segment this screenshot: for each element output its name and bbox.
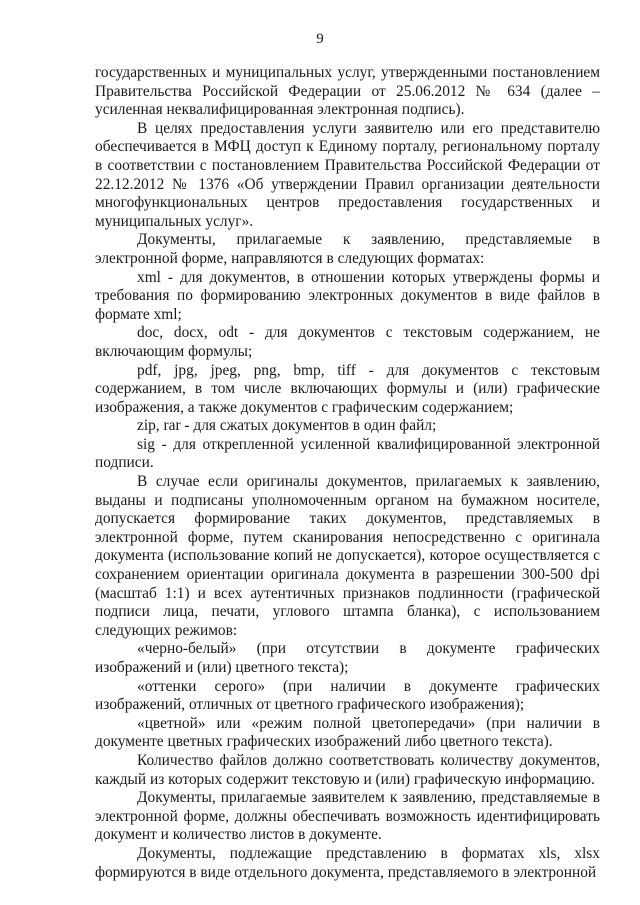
page-number: 9 [316, 31, 324, 47]
paragraph-file-count: Количество файлов должно соответствовать количеству документов, каждый из которых содержит текстовую и (или) графическую информацию. [95, 751, 600, 788]
mode-grayscale-item: «оттенки серого» (при наличии в документе графических изображений, отличных от цветного графического изображения); [95, 677, 600, 714]
format-pdf-item: pdf, jpg, jpeg, png, bmp, tiff - для документов с текстовым содержанием, в том числе включающих формулы и (или) графические изображения, а также документов с графическим содержанием; [95, 361, 600, 416]
paragraph-3: Документы, прилагаемые к заявлению, представляемые в электронной форме, направляются в следующих форматах: [95, 231, 600, 267]
format-xml-item: xml - для документов, в отношении которых утверждены формы и требования по формированию электронных документов в виде файлов в формате xml; [95, 268, 600, 323]
paragraph-2: В целях предоставления услуги заявителю или его представителю обеспечивается в МФЦ доступ к Единому порталу, региональному порталу в соответствии с постановлением Правительства Российской Федерации от 22.12.2012 № 1376 «Об утверждении Правил организации деятельности многофункциональных центров предоставления государственных и муниципальных услуг». [95, 119, 600, 230]
mode-black-white-item: «черно-белый» (при отсутствии в документе графических изображений и (или) цветного текста); [95, 640, 600, 676]
mode-color-item: «цветной» или «режим полной цветопередачи» (при наличии в документе цветных графических изображений либо цветного текста). [95, 714, 600, 751]
format-doc-item: doc, docx, odt - для документов с текстовым содержанием, не включающим формулы; [95, 324, 600, 360]
format-sig-item: sig - для открепленной усиленной квалифицированной электронной подписи. [95, 435, 600, 472]
format-zip-item: zip, rar - для сжатых документов в один файл; [137, 417, 437, 435]
paragraph-1: государственных и муниципальных услуг, утвержденными постановлением Правительства Российской Федерации от 25.06.2012 № 634 (далее – усиленная неквалифицированная электронная подпись). [95, 64, 600, 119]
paragraph-scanning: В случае если оригиналы документов, прилагаемых к заявлению, выданы и подписаны уполномоченным органом на бумажном носителе, допускается формирование таких документов, представляемых в электронной форме, путем сканирования непосредственно с оригинала документа (использование копий не допускается), которое осуществляется с сохранением ориентации оригинала документа в разрешении 300-500 dpi (масштаб 1:1) и всех аутентичных признаков подлинности (графической подписи лица, печати, углового штампа бланка), с использованием следующих режимов: [95, 473, 600, 639]
paragraph-identification: Документы, прилагаемые заявителем к заявлению, представляемые в электронной форме, должны обеспечивать возможность идентифицировать документ и количество листов в документе. [95, 789, 600, 844]
paragraph-xls-formats: Документы, подлежащие представлению в форматах xls, xlsx формируются в виде отдельного документа, представляемого в электронной [95, 844, 600, 881]
document-body [95, 64, 600, 882]
